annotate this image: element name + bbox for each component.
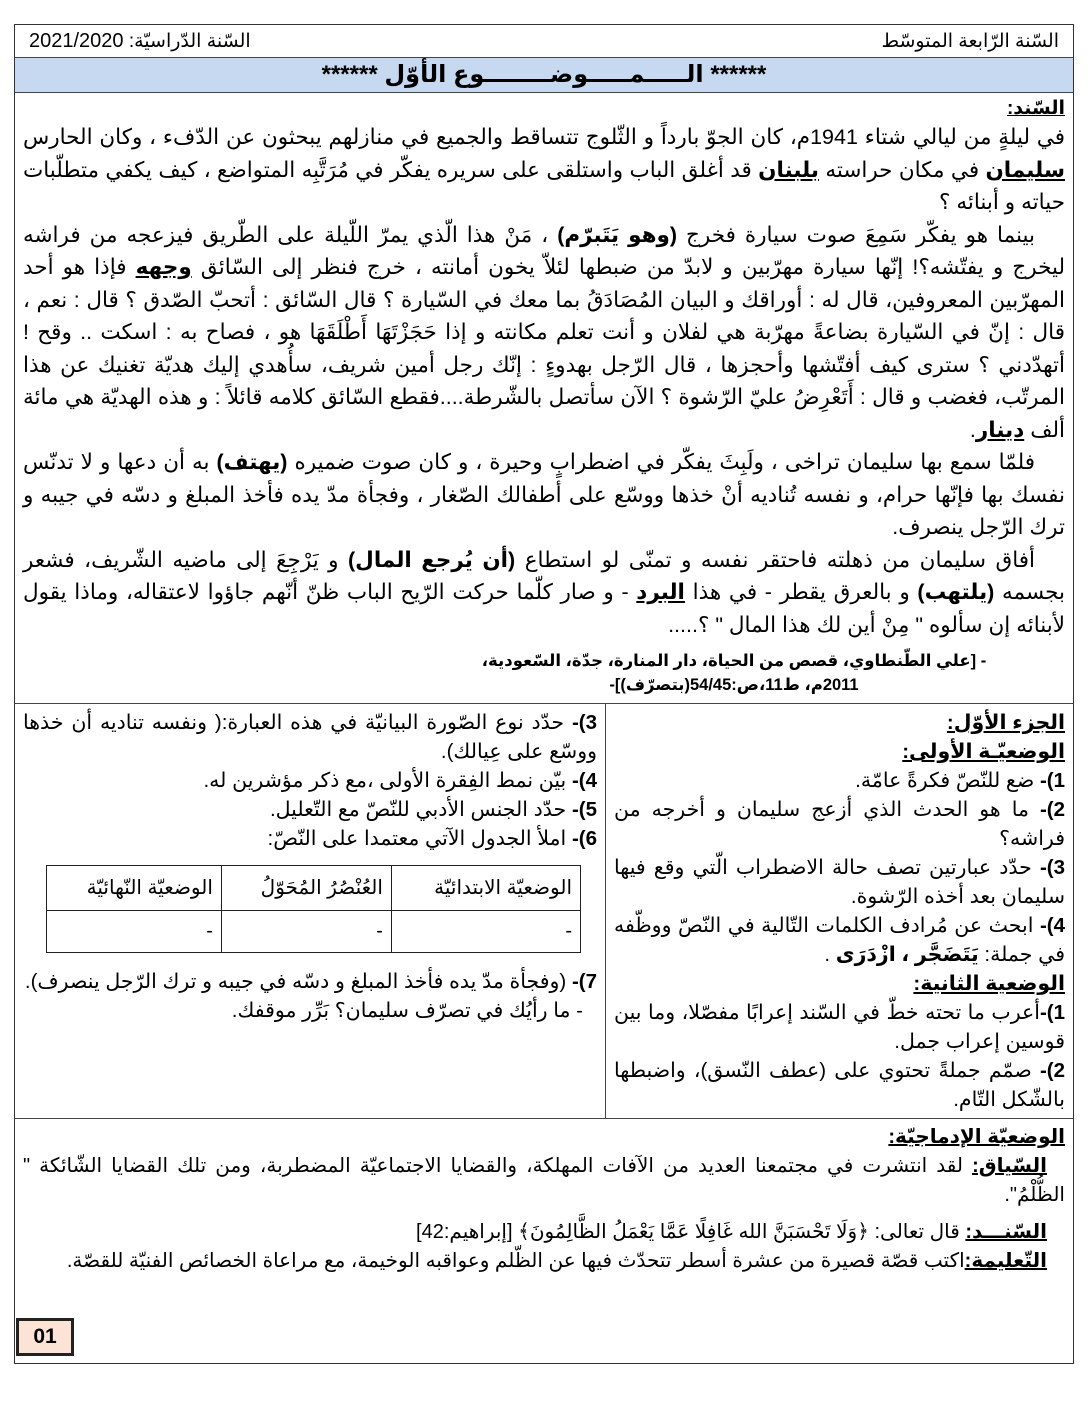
passage-text: و يَرْجِعَ إلى ماضيه الشّريف، فشعر بجسمه [23,547,1065,604]
question-item [614,853,1065,911]
question-item [23,824,597,853]
question-number: 3)- [571,711,597,734]
task-label: التّعليمة: [964,1250,1047,1272]
passage-text: ، مَنْ هذا الّذي يمرّ اللّيلة على الطّريق فيزعجه من فراشه ليخرج و يفتّشه؟! إنّها سيارة مهرّبين و لابدّ من ضبطها لئلاّ يخون أمانته ، خرج فنظر إلى السّائق [23,222,1065,279]
question-number: 4)- [1039,914,1065,937]
passage-text: و بالعرق يقطر - في هذا [684,580,918,604]
passage-text: أفاق سليمان من ذهلته فاحتقر نفسه و تمنّى لو استطاع [515,547,1035,572]
table-cell[interactable]: - [391,911,580,953]
sanad-label: السّنـــد: [965,1221,1047,1243]
passage-source [23,649,1065,697]
question-7 [23,967,597,996]
passage-paragraph [23,544,1065,642]
questions-right-column [605,704,1073,1118]
situation-two-questions [614,998,1065,1114]
situation-one-questions [614,766,1065,969]
question-text: ابحث عن مُرادف الكلمات التّالية في النّصّ ووظّفه في جملة: [614,914,1065,966]
question-number: 4)- [571,769,597,792]
passage-text: - و صار كلّما حركت الرّيح الباب ظنّ أنّهم جاؤوا لاعتقاله، وماذا يقول لأبنائه إن سألوه " مِنْ أين لك هذا المال " ؟..... [23,580,1065,637]
passage-text: . [969,417,976,442]
question-7-sub: - ما رأيُك في تصرّف سليمان؟ بَرِّر موقفك. [231,999,583,1022]
table-header-row [47,866,581,911]
exam-page [14,24,1074,1364]
table-cell[interactable]: - [221,911,391,953]
highlighted-word: سليمان [985,157,1065,182]
exam-title: ****** الـــــمـــــوضــــــــوع الأوّل ****** [15,58,1073,93]
integration-sanad [23,1218,1065,1247]
source-line-1: - [علي الطّنطاوي، قصص من الحياة، دار المنارة، جدّة، السّعودية، [481,652,987,670]
school-year-value: 2021/2020 [29,29,124,52]
source-line-2: 2011م، ط11،ص:54/45(بتصرّف)]- [609,676,859,694]
passage-text: فإذا هو أحد المهرّبين المعروفين، قال له : أوراقك و البيان المُصَادَقُ بما معك في السّيارة ؟ قال السّائق : أتحبّ الصّدق ؟ قال : نعم ، قال : إنّ في السّيارة بضاعةً مهرّبة هي لفلان و أنت تعلم مكانته و إذا حَجَزْتَهَا أَطْلَقَهَا هو ، فصاح به : اسكت .. وقح ! أتهدّدني ؟ سترى كيف أفتّشها وأحجزها ، قال الرّجل بهدوءٍ : إنّك رجل أمين شريف، سأُهدي إليك هديّة تغنيك عن هذا المرتّب، فغضب و قال : أَتَعْرِضُ عليّ الرّشوة ؟ الآن سأتصل بالشّرطة....فقطع السّائق كلامه قائلاً : و هذه الهديّة هي مائة ألف [23,255,1065,442]
table-cell[interactable]: - [47,911,222,953]
passage-label: السّند: [1006,98,1065,119]
school-year [29,30,251,53]
highlighted-word: وجهه [135,255,192,279]
continued-questions [23,708,597,853]
question-text: أعرب ما تحته خطّ في السّند إعرابًا مفصّلا، وما بين قوسين إعراب جمل. [614,1001,1065,1053]
question-text: ضع للنّصّ فكرةً عامّة. [855,769,1040,792]
question-number: 3)- [1039,856,1065,879]
question-text: (وفجأة مدّ يده فأخذ المبلغ و دسّه في جيبه و ترك الرّجل ينصرف). [24,970,572,993]
table-header-cell: العُنْصُرُ المُحَوّلُ [221,866,391,911]
sanad-text: قال تعالى: ﴿وَلَا تَحْسَبَنَّ الله غَافِلًا عَمَّا يَعْمَلُ الظَّالِمُونَ﴾ [إبراهيم:42] [416,1221,966,1243]
integration-task [23,1247,1065,1276]
highlighted-word: البرد [636,580,685,604]
questions-section [15,704,1073,1119]
context-label: السّياق: [972,1155,1047,1177]
passage-paragraph [23,121,1065,219]
integration-heading: الوضعيّة الإدماجيّة: [888,1126,1065,1148]
question-number: 6)- [571,827,597,850]
highlighted-word: (وهو يَتَبرّم) [557,222,678,247]
situation-two-heading: الوضعية الثانية: [913,972,1065,995]
passage-text: في ليلةٍ من ليالي شتاء 1941م، كان الجوّ بارداً و الثّلوج تتساقط والجميع في منازلهم يبحثون عن الدّفء ، وكان الحارس [23,125,1066,149]
question-item [614,911,1065,969]
question-item [23,708,597,766]
highlighted-word: (يهتف) [216,450,288,474]
passage-paragraph [23,446,1065,544]
questions-left-column [15,704,605,1118]
table-row [47,911,581,953]
question-text: صمّم جملةً تحتوي على (عطف النّسق)، واضبطها بالشّكل التّام. [614,1059,1065,1111]
integration-context [23,1152,1065,1210]
question-text: حدّد نوع الصّورة البيانيّة في هذه العبارة:( ونفسه تناديه أن خذها ووسّع على عِيالك). [23,711,597,763]
question-item [614,1056,1065,1114]
passage-text: بينما هو يفكّر سَمِعَ صوت سيارة فخرج [677,222,1035,247]
question-number: 2)- [1039,1059,1065,1082]
school-year-label: السّنة الدّراسيّة: [128,30,251,52]
task-text: اكتب قصّة قصيرة من عشرة أسطر تتحدّث فيها عن الظّلم وعواقبه الوخيمة، مع مراعاة الخصائص الفنيّة للقصّة. [66,1250,965,1272]
target-words: يَتَضَجَّر ، ازْدَرَى [835,943,979,966]
question-item [23,766,597,795]
question-number: 1)- [1039,1001,1065,1024]
highlighted-word: (أن يُرجع المال) [348,547,516,572]
table-header-cell: الوضعيّة النّهائيّة [47,866,222,911]
part-one-heading: الجزء الأوّل: [946,711,1065,734]
passage-text: في مكان حراسته [818,157,986,182]
question-number: 1)- [1039,769,1065,792]
question-number: 2)- [1039,798,1065,821]
integration-section [15,1119,1073,1363]
text-passage [15,93,1073,704]
situation-one-heading: الوضعيّـة الأولى: [902,740,1065,763]
grade-label: السّنة الرّابعة المتوسّط [881,30,1059,52]
passage-text: به أن دعها و لا تدنّس نفسك بها فإنّها حرام، و نفسه تُناديه أنْ خذها ووسّع على أطفالك الصّغار ، وفجأة مدّ يده فأخذ المبلغ و دسّه في جيبه و ترك الرّجل ينصرف. [23,450,1065,539]
passage-paragraph [23,219,1065,447]
context-text: لقد انتشرت في مجتمعنا العديد من الآفات المهلكة، والقضايا الاجتماعيّة المضطربة، ومن تلك القضايا الشّائكة " الظُّلْمُ". [23,1155,1065,1206]
question-number: 5)- [571,798,597,821]
exam-header [15,25,1073,58]
highlighted-word: بلبنان [758,157,819,182]
question-item [614,998,1065,1056]
question-item [614,795,1065,853]
question-text: املأ الجدول الآتي معتمدا على النّصّ: [267,827,572,850]
highlighted-word: دينار [975,417,1025,442]
passage-text: فلمّا سمع بها سليمان تراخى ، ولَبِثَ يفكّر في اضطرابٍ وحيرة ، و كان صوت ضميره [287,450,1036,474]
question-item [614,766,1065,795]
question-item [23,795,597,824]
page-number-box: 01 [16,1318,74,1356]
question-text: حدّد عبارتين تصف حالة الاضطراب الّتي وقع فيها سليمان بعد أخذه الرّشوة. [614,856,1065,908]
table-header-cell: الوضعيّة الابتدائيّة [391,866,580,911]
question-text: بيّن نمط الفِقرة الأولى ،مع ذكر مؤشرين له. [203,769,572,792]
passage-body [23,121,1065,641]
question-number: 7)- [571,970,597,993]
passage-text: قد أغلق الباب واستلقى على سريره يفكّر في مُرَتَّبِه المتواضع ، كيف يكفي متطلّبات حياته و أبنائه ؟ [23,157,1065,214]
question-text: ما هو الحدث الذي أزعج سليمان و أخرجه من فراشه؟ [614,798,1065,850]
question-text: حدّد الجنس الأدبي للنّصّ مع التّعليل. [269,798,572,821]
narrative-structure-table [46,865,581,953]
highlighted-word: (يلتهب) [917,580,995,604]
question-tail: . [824,943,836,966]
